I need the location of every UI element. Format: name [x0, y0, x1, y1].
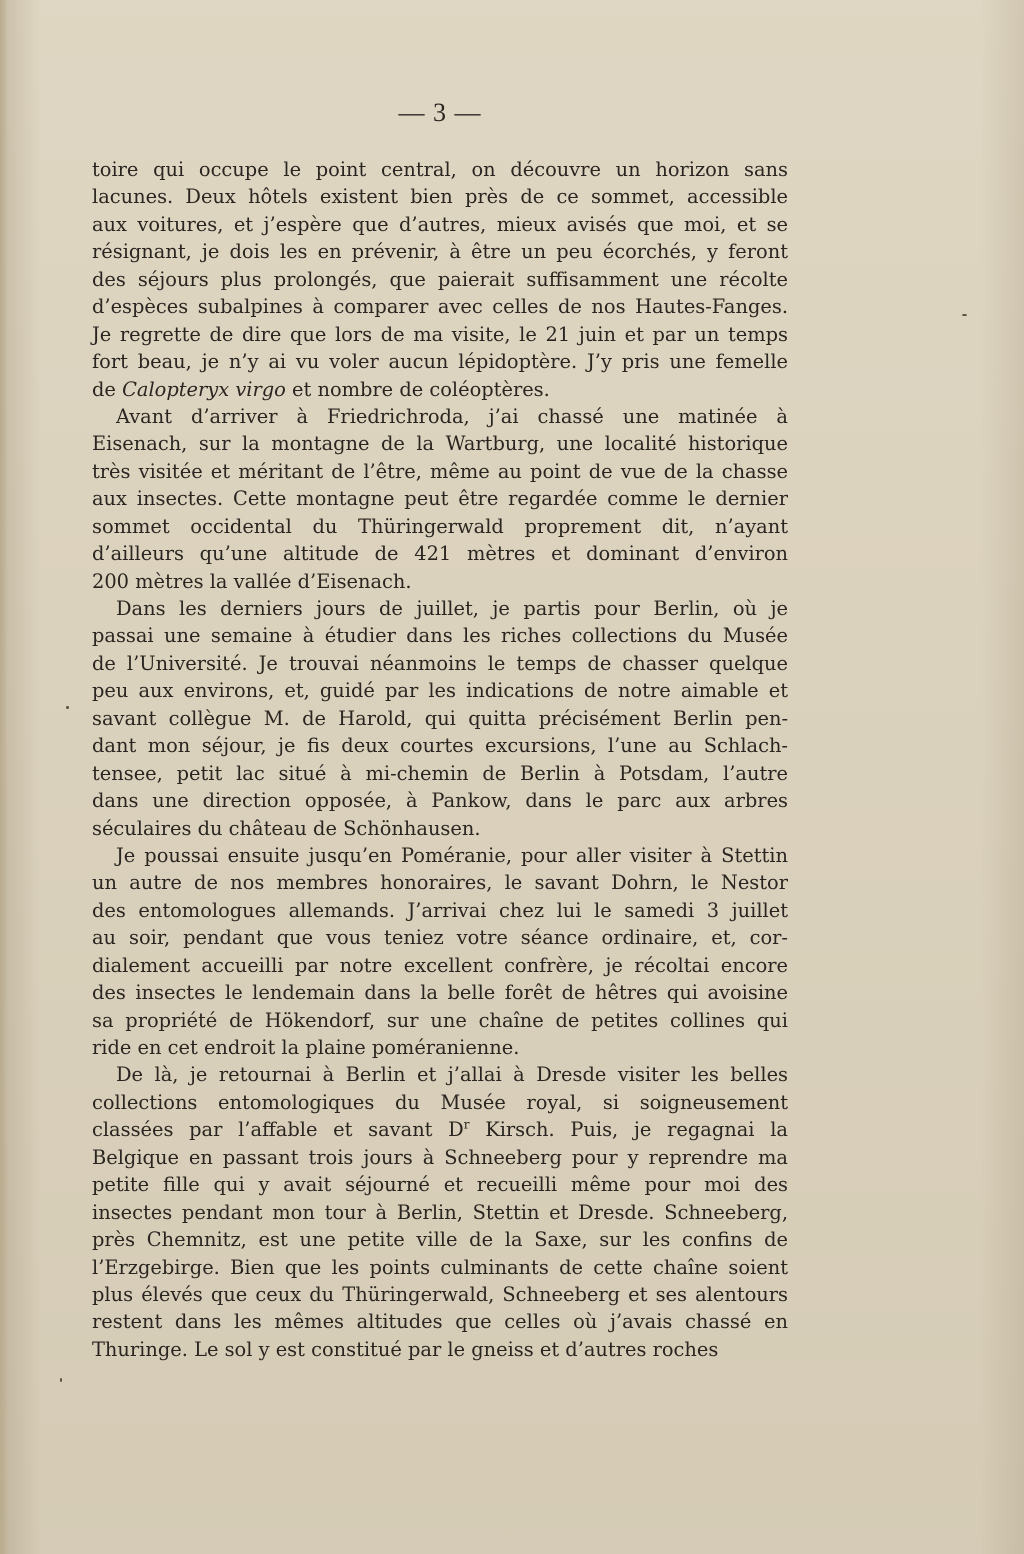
text-line: Belgique en passant trois jours à Schneeberg pour y reprendre ma: [92, 1145, 788, 1169]
text-line: sa propriété de Hökendorf, sur une chaîne de petites collines qui: [92, 1008, 788, 1032]
text-segment: de: [92, 377, 123, 401]
text-line: dant mon séjour, je fis deux courtes excursions, l’une au Schlach-: [92, 734, 788, 758]
text-segment: Kirsch. Puis, je regagnai la: [469, 1118, 788, 1142]
superscript: r: [463, 1117, 470, 1132]
text-line: passai une semaine à étudier dans les riches collections du Musée: [92, 624, 788, 648]
text-line: tensee, petit lac situé à mi-chemin de Berlin à Potsdam, l’autre: [92, 761, 788, 785]
text-line: insectes pendant mon tour à Berlin, Stettin et Dresde. Schneeberg,: [92, 1200, 788, 1224]
text-line: un autre de nos membres honoraires, le savant Dohrn, le Nestor: [92, 871, 788, 895]
paper-speck: [60, 1378, 62, 1382]
text-segment: classées par l’affable et savant D: [92, 1118, 464, 1142]
text-line: plus élevés que ceux du Thüringerwald, Schneeberg et ses alentours: [92, 1282, 788, 1306]
text-line: Je regrette de dire que lors de ma visite, le 21 juin et par un temps: [92, 322, 788, 346]
body-text: [92, 156, 788, 1363]
text-line: [92, 376, 788, 403]
text-line: aux insectes. Cette montagne peut être regardée comme le dernier: [92, 487, 788, 511]
text-line: des séjours plus prolongés, que paierait suffisamment une récolte: [92, 267, 788, 291]
text-line: lacunes. Deux hôtels existent bien près de ce sommet, accessible: [92, 185, 788, 209]
text-line: Dans les derniers jours de juillet, je partis pour Berlin, où je: [116, 597, 788, 620]
text-line: dans une direction opposée, à Pankow, dans le parc aux arbres: [92, 789, 788, 813]
text-line: l’Erzgebirge. Bien que les points culminants de cette chaîne soient: [92, 1255, 788, 1279]
text-line: 200 mètres la vallée d’Eisenach.: [92, 569, 412, 593]
text-line: fort beau, je n’y ai vu voler aucun lépidoptère. J’y pris une femelle: [92, 350, 788, 374]
page-edge-shadow: [0, 0, 8, 1554]
text-line: Avant d’arriver à Friedrichroda, j’ai chassé une matinée à: [116, 404, 788, 428]
text-line: sommet occidental du Thüringerwald proprement dit, n’ayant: [92, 514, 788, 538]
text-line: petite fille qui y avait séjourné et recueilli même pour moi des: [92, 1173, 788, 1197]
text-line: aux voitures, et j’espère que d’autres, mieux avisés que moi, et se: [92, 212, 788, 236]
text-line: Thuringe. Le sol y est constitué par le gneiss et d’autres roches: [92, 1337, 719, 1361]
text-line: peu aux environs, et, guidé par les indications de notre aimable et: [92, 679, 788, 703]
text-line: ride en cet endroit la plaine poméranienne.: [92, 1036, 520, 1059]
text-line: d’ailleurs qu’une altitude de 421 mètres et dominant d’environ: [92, 542, 788, 566]
text-line: toire qui occupe le point central, on découvre un horizon sans: [92, 158, 788, 181]
text-line: d’espèces subalpines à comparer avec celles de nos Hautes-Fanges.: [92, 295, 788, 319]
text-line: savant collègue M. de Harold, qui quitta précisément Berlin pen-: [92, 706, 788, 730]
text-line: collections entomologiques du Musée royal, si soigneusement: [92, 1090, 788, 1114]
text-line: au soir, pendant que vous teniez votre séance ordinaire, et, cor-: [92, 926, 788, 950]
page-number: — 3 —: [398, 98, 482, 127]
text-line: [92, 1116, 788, 1143]
text-line: des insectes le lendemain dans la belle forêt de hêtres qui avoisine: [92, 981, 788, 1005]
text-line: De là, je retournai à Berlin et j’allai à Dresde visiter les belles: [116, 1063, 788, 1087]
text-line: Je poussai ensuite jusqu’en Poméranie, pour aller visiter à Stettin: [116, 843, 788, 867]
text-line: séculaires du château de Schönhausen.: [92, 816, 481, 840]
text-line: très visitée et méritant de l’être, même au point de vue de la chasse: [92, 459, 788, 483]
text-line: près Chemnitz, est une petite ville de la Saxe, sur les confins de: [92, 1228, 788, 1252]
text-line: de l’Université. Je trouvai néanmoins le temps de chasser quelque: [92, 651, 788, 675]
text-line: des entomologues allemands. J’arrivai chez lui le samedi 3 juillet: [92, 898, 788, 922]
text-line: dialement accueilli par notre excellent confrère, je récoltai encore: [92, 953, 788, 977]
species-name-italic: Calopteryx virgo: [122, 377, 286, 401]
text-line: Eisenach, sur la montagne de la Wartburg, une localité historique: [92, 432, 788, 456]
text-segment: et nombre de coléoptères.: [285, 377, 550, 401]
text-line: résignant, je dois les en prévenir, à être un peu écorchés, y feront: [92, 240, 788, 264]
paper-speck: [66, 706, 69, 709]
paper-speck: [962, 314, 967, 316]
text-line: restent dans les mêmes altitudes que celles où j’avais chassé en: [92, 1310, 788, 1334]
